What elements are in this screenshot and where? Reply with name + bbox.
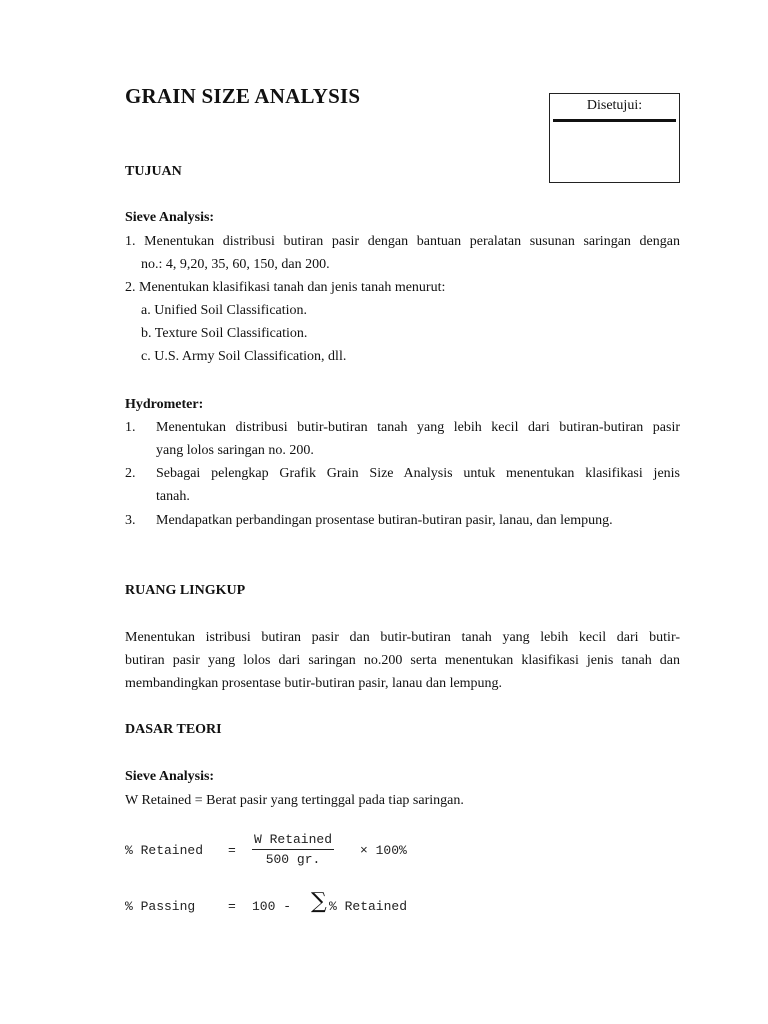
approval-divider (553, 119, 676, 122)
ruang-lingkup-heading: RUANG LINGKUP (125, 583, 246, 598)
formula-retained-equals: = (228, 843, 236, 858)
hydrometer-item-2-line-2: tanah. (156, 489, 190, 504)
formula-retained-lhs: % Retained (125, 843, 204, 858)
tujuan-heading: TUJUAN (125, 164, 182, 179)
dasar-teori-heading: DASAR TEORI (125, 722, 222, 737)
formula-retained-multiplier: × 100% (360, 843, 407, 858)
hydrometer-item-3-line-1: Mendapatkan perbandingan prosentase butiran-butiran pasir, lanau, dan lempung. (156, 513, 613, 528)
hydrometer-heading: Hydrometer: (125, 397, 204, 412)
formula-retained-fraction (252, 832, 334, 867)
hydrometer-item-2-line-1: Sebagai pelengkap Grafik Grain Size Analysis untuk menentukan klasifikasi jenis (156, 466, 680, 481)
ruang-lingkup-line-2: butiran pasir yang lolos dari saringan no.200 serta menentukan klasifikasi jenis tanah dan (125, 653, 680, 668)
hydrometer-item-3-number: 3. (125, 513, 136, 528)
hydrometer-item-1-line-2: yang lolos saringan no. 200. (156, 443, 314, 458)
page-title: GRAIN SIZE ANALYSIS (125, 84, 361, 108)
formula-passing-lhs: % Passing (125, 899, 196, 914)
hydrometer-item-1-line-1: Menentukan distribusi butir-butiran tanah yang lebih kecil dari butiran-butiran pasir (156, 420, 680, 435)
sigma-symbol: ∑ (311, 889, 327, 914)
approval-label: Disetujui: (586, 98, 643, 113)
hydrometer-item-1-number: 1. (125, 420, 136, 435)
sieve-item-1-line-2: no.: 4, 9,20, 35, 60, 150, dan 200. (141, 257, 330, 272)
ruang-lingkup-line-1: Menentukan istribusi butiran pasir dan butir-butiran tanah yang lebih kecil dari butir- (125, 630, 680, 645)
sieve-subitem-a: a. Unified Soil Classification. (141, 303, 308, 318)
formula-passing-expression-start: 100 - (252, 899, 292, 914)
formula-passing-expression-end: % Retained (329, 899, 408, 914)
formula-passing-equals: = (228, 899, 236, 914)
dasar-teori-sieve-heading: Sieve Analysis: (125, 769, 215, 784)
sieve-item-1-line-1: 1. Menentukan distribusi butiran pasir dengan bantuan peralatan susunan saringan dengan (125, 234, 680, 249)
formula-retained-numerator: W Retained (252, 832, 334, 850)
sieve-item-2: 2. Menentukan klasifikasi tanah dan jenis tanah menurut: (125, 280, 446, 295)
w-retained-definition: W Retained = Berat pasir yang tertinggal pada tiap saringan. (125, 793, 464, 808)
formula-retained-denominator: 500 gr. (265, 852, 321, 867)
ruang-lingkup-line-3: membandingkan prosentase butir-butiran pasir, lanau dan lempung. (125, 676, 503, 691)
approval-box (549, 93, 680, 183)
sieve-subitem-b: b. Texture Soil Classification. (141, 326, 308, 341)
sieve-analysis-heading: Sieve Analysis: (125, 210, 215, 225)
hydrometer-item-2-number: 2. (125, 466, 136, 481)
sieve-subitem-c: c. U.S. Army Soil Classification, dll. (141, 349, 347, 364)
